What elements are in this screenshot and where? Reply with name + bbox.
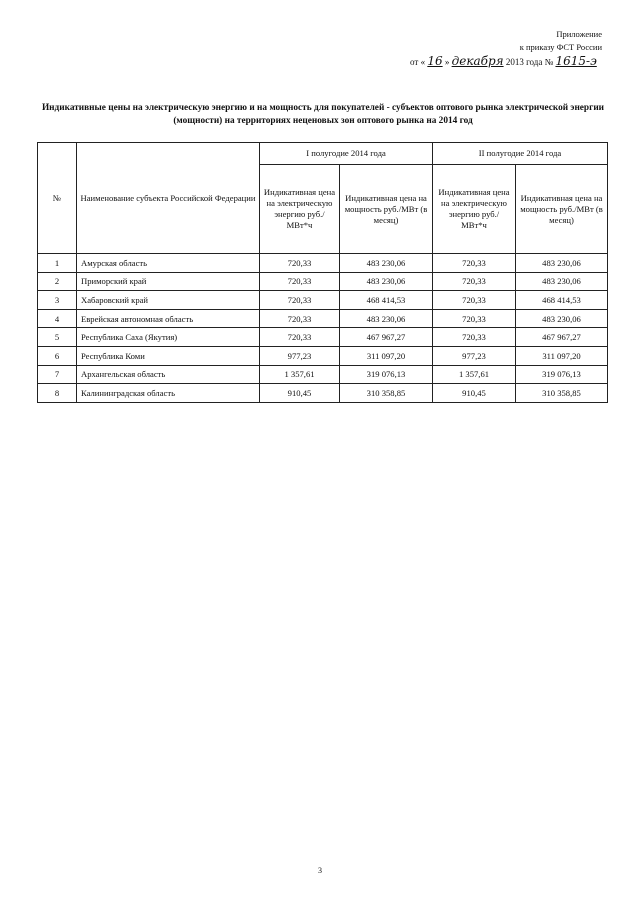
row-energy-h2: 910,45 [433,384,516,403]
row-power-h1: 311 097,20 [340,346,433,365]
row-energy-h2: 720,33 [433,291,516,310]
table-row [38,328,608,347]
header-region-name: Наименование субъекта Российской Федерации [77,143,260,254]
row-energy-h2: 720,33 [433,254,516,273]
row-number: 6 [38,346,77,365]
row-energy-h1: 720,33 [260,272,340,291]
table-row [38,365,608,384]
row-energy-h2: 720,33 [433,272,516,291]
prices-table [37,142,608,403]
header-number: № [38,143,77,254]
row-number: 1 [38,254,77,273]
row-region: Хабаровский край [77,291,260,310]
order-number: 1615-э [555,54,597,68]
order-day: 16 [427,54,443,68]
row-energy-h2: 1 357,61 [433,365,516,384]
row-energy-h1: 910,45 [260,384,340,403]
row-energy-h1: 720,33 [260,291,340,310]
row-energy-h1: 720,33 [260,309,340,328]
row-power-h2: 311 097,20 [516,346,608,365]
table-row [38,254,608,273]
order-year: 2013 года № [505,57,554,67]
order-date-prefix: от « [410,57,426,67]
row-energy-h1: 1 357,61 [260,365,340,384]
row-energy-h2: 977,23 [433,346,516,365]
row-number: 3 [38,291,77,310]
header-energy-price-h2: Индикативная цена на электрическую энергию руб./МВт*ч [433,165,516,254]
table-row [38,384,608,403]
row-energy-h2: 720,33 [433,328,516,347]
row-region: Республика Саха (Якутия) [77,328,260,347]
row-number: 5 [38,328,77,347]
row-number: 8 [38,384,77,403]
row-power-h1: 319 076,13 [340,365,433,384]
annex-title: Приложение [556,29,602,39]
header-power-price-h2: Индикативная цена на мощность руб./МВт (в месяц) [516,165,608,254]
row-region: Республика Коми [77,346,260,365]
row-energy-h2: 720,33 [433,309,516,328]
row-number: 7 [38,365,77,384]
row-energy-h1: 720,33 [260,328,340,347]
document-title: Индикативные цены на электрическую энергию и на мощность для покупателей - субъектов оптового рынка электрической энергии (мощности) на территориях неценовых зон оптового рынка на 2014 год [41,103,605,126]
row-power-h1: 483 230,06 [340,272,433,291]
page-number: 3 [318,866,322,875]
row-energy-h1: 977,23 [260,346,340,365]
row-power-h2: 319 076,13 [516,365,608,384]
row-number: 4 [38,309,77,328]
row-power-h2: 483 230,06 [516,272,608,291]
header-first-half: I полугодие 2014 года [260,143,433,165]
row-power-h2: 468 414,53 [516,291,608,310]
header-power-price-h1: Индикативная цена на мощность руб./МВт (в месяц) [340,165,433,254]
row-power-h1: 468 414,53 [340,291,433,310]
order-reference [410,54,610,68]
row-region: Амурская область [77,254,260,273]
row-region: Архангельская область [77,365,260,384]
table-row [38,291,608,310]
annex-subtitle: к приказу ФСТ России [519,42,602,52]
row-region: Еврейская автономная область [77,309,260,328]
row-energy-h1: 720,33 [260,254,340,273]
row-power-h2: 483 230,06 [516,254,608,273]
order-month: декабря [451,54,504,68]
row-number: 2 [38,272,77,291]
row-power-h1: 483 230,06 [340,309,433,328]
annex-block [520,28,602,53]
table-row [38,346,608,365]
row-power-h1: 467 967,27 [340,328,433,347]
row-power-h1: 310 358,85 [340,384,433,403]
order-date-mid: » [444,57,450,67]
row-power-h2: 310 358,85 [516,384,608,403]
table-row [38,272,608,291]
row-power-h1: 483 230,06 [340,254,433,273]
header-second-half: II полугодие 2014 года [433,143,608,165]
row-region: Приморский край [77,272,260,291]
table-row [38,309,608,328]
row-power-h2: 467 967,27 [516,328,608,347]
header-energy-price-h1: Индикативная цена на электрическую энергию руб./МВт*ч [260,165,340,254]
row-power-h2: 483 230,06 [516,309,608,328]
row-region: Калининградская область [77,384,260,403]
